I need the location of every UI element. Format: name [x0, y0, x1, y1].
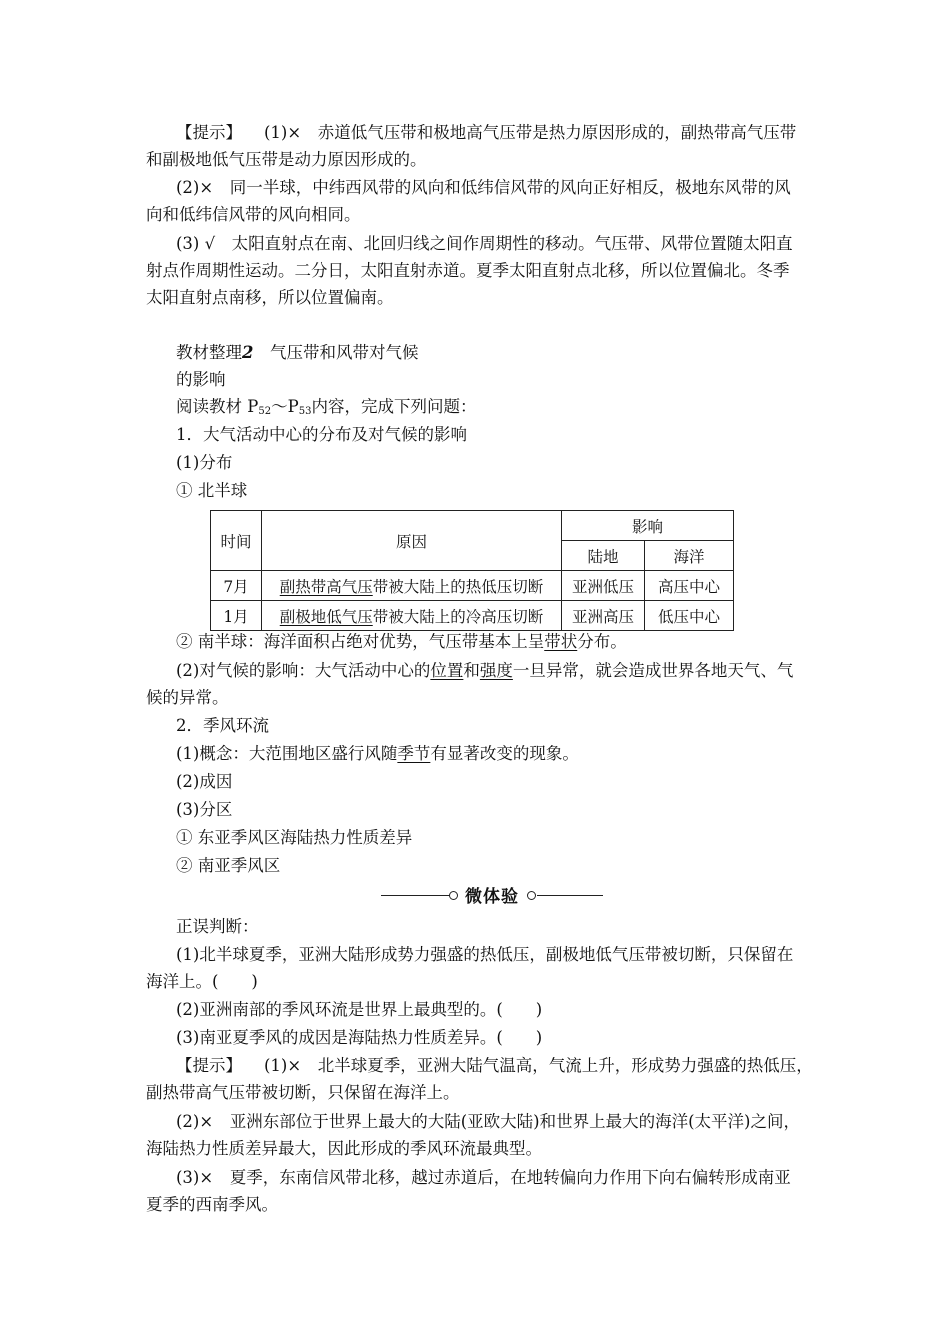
- impact-and: 和: [463, 661, 480, 680]
- part1-impact-line2: 候的异常。: [146, 688, 229, 707]
- part2-zones: (3)分区: [176, 800, 233, 819]
- cell-cause-answer: 副极地低气压: [279, 607, 373, 626]
- divider-dot-right: [527, 891, 536, 900]
- section-title-text: 气压带和风带对气候: [253, 343, 419, 362]
- divider-label: 微体验: [465, 887, 519, 907]
- cell-cause: [262, 571, 562, 601]
- cell-cause-answer: 副热带高气压: [279, 577, 373, 596]
- part1-north: ① 北半球: [176, 481, 248, 500]
- pressure-center-table: [210, 510, 734, 631]
- cell-cause-rest: 带被大陆上的冷高压切断: [372, 607, 544, 626]
- read-post: 内容，完成下列问题：: [311, 397, 477, 416]
- cell-land: 亚洲低压: [562, 571, 645, 601]
- table-row: [211, 601, 734, 631]
- part1-distribution: (1)分布: [176, 453, 233, 472]
- divider-rule-left: [381, 895, 451, 896]
- tip1-item1-line2: 和副极地低气压带是动力原因形成的。: [146, 150, 427, 169]
- tip2-item3-line2: 夏季的西南季风。: [146, 1195, 278, 1214]
- th-cause: 原因: [262, 511, 562, 571]
- read-page-end: 53: [298, 406, 312, 417]
- concept-answer: 季节: [397, 744, 431, 763]
- south-pre: ② 南半球：海洋面积占绝对优势，气压带基本上呈: [176, 632, 545, 651]
- section-title-cont: 的影响: [176, 370, 226, 389]
- divider-rule-right: [537, 895, 603, 896]
- tip1-item2-line2: 向和低纬信风带的风向相同。: [146, 205, 361, 224]
- tip2-item3-line1: (3)× 夏季，东南信风带北移，越过赤道后，在地转偏向力作用下向右偏转形成南亚: [176, 1168, 791, 1187]
- tip2-item1-line1: [176, 1052, 846, 1079]
- cell-time: 7月: [211, 571, 262, 601]
- tip2-item2-line2: 海陆热力性质差异最大，因此形成的季风环流最典型。: [146, 1139, 542, 1158]
- south-answer: 带状: [544, 632, 578, 651]
- tip1-item3-line1: (3) √ 太阳直射点在南、北回归线之间作周期性的移动。气压带、风带位置随太阳直: [176, 234, 793, 253]
- cell-sea: 低压中心: [645, 601, 734, 631]
- concept-pre: (1)概念：大范围地区盛行风随: [176, 744, 398, 763]
- question3: (3)南亚夏季风的成因是海陆热力性质差异。( ): [176, 1028, 543, 1047]
- tip1-item3-line2: 射点作周期性运动。二分日，太阳直射赤道。夏季太阳直射点北移，所以位置偏北。冬季: [146, 261, 790, 280]
- part2-heading: 2．季风环流: [176, 716, 269, 735]
- question1-line2: 海洋上。( ): [146, 972, 258, 991]
- part1-south: [176, 628, 846, 655]
- tip-tag: 【提示】: [176, 123, 242, 142]
- read-page-start: 52: [258, 406, 272, 417]
- impact-answer-position: 位置: [430, 661, 464, 680]
- th-sea: 海洋: [645, 541, 734, 571]
- tip2-item1-text: (1)× 北半球夏季，亚洲大陆气温高，气流上升，形成势力强盛的热低压，: [264, 1056, 813, 1075]
- cell-land: 亚洲高压: [562, 601, 645, 631]
- cell-cause: [262, 601, 562, 631]
- tip2-item1-line2: 副热带高气压带被切断，只保留在海洋上。: [146, 1083, 460, 1102]
- part2-zone-south-asia: ② 南亚季风区: [176, 856, 281, 875]
- cell-sea: 高压中心: [645, 571, 734, 601]
- impact-post: 一旦异常，就会造成世界各地天气、气: [512, 661, 794, 680]
- tip1-item1-line1: [176, 119, 846, 146]
- tip2-item2-line1: (2)× 亚洲东部位于世界上最大的大陆(亚欧大陆)和世界上最大的海洋(太平洋)之间，: [176, 1112, 800, 1131]
- section-divider: [381, 880, 603, 910]
- question2: (2)亚洲南部的季风环流是世界上最典型的。( ): [176, 1000, 543, 1019]
- question1-line1: (1)北半球夏季，亚洲大陆形成势力强盛的热低压，副极地低气压带被切断，只保留在: [176, 945, 794, 964]
- cell-time: 1月: [211, 601, 262, 631]
- cell-cause-rest: 带被大陆上的热低压切断: [372, 577, 544, 596]
- th-impact: 影响: [562, 511, 734, 541]
- part2-concept: [176, 740, 846, 767]
- read-pre: 阅读教材 P: [176, 397, 259, 416]
- table-header-row: [211, 511, 734, 541]
- concept-post: 有显著改变的现象。: [430, 744, 579, 763]
- tip1-item3-line3: 太阳直射点南移，所以位置偏南。: [146, 288, 394, 307]
- part2-zone-east-asia: ① 东亚季风区海陆热力性质差异: [176, 828, 413, 847]
- part1-impact-line1: [176, 657, 846, 684]
- section-title-prefix: 教材整理: [176, 343, 242, 362]
- divider-dot-left: [449, 891, 458, 900]
- tip1-item2-line1: (2)× 同一半球，中纬西风带的风向和低纬信风带的风向正好相反，极地东风带的风: [176, 178, 791, 197]
- south-post: 分布。: [577, 632, 627, 651]
- section-title: [176, 339, 846, 366]
- impact-answer-strength: 强度: [479, 661, 513, 680]
- read-mid: ～P: [271, 397, 299, 416]
- part2-cause: (2)成因: [176, 772, 233, 791]
- experience-intro: 正误判断：: [176, 917, 259, 936]
- th-time: 时间: [211, 511, 262, 571]
- table-row: [211, 571, 734, 601]
- th-land: 陆地: [562, 541, 645, 571]
- tip1-item1-text: (1)× 赤道低气压带和极地高气压带是热力原因形成的，副热带高气压带: [264, 123, 797, 142]
- section-title-number: 2: [242, 343, 254, 362]
- part1-heading: 1．大气活动中心的分布及对气候的影响: [176, 425, 467, 444]
- tip-tag: 【提示】: [176, 1056, 242, 1075]
- impact-pre: (2)对气候的影响：大气活动中心的: [176, 661, 431, 680]
